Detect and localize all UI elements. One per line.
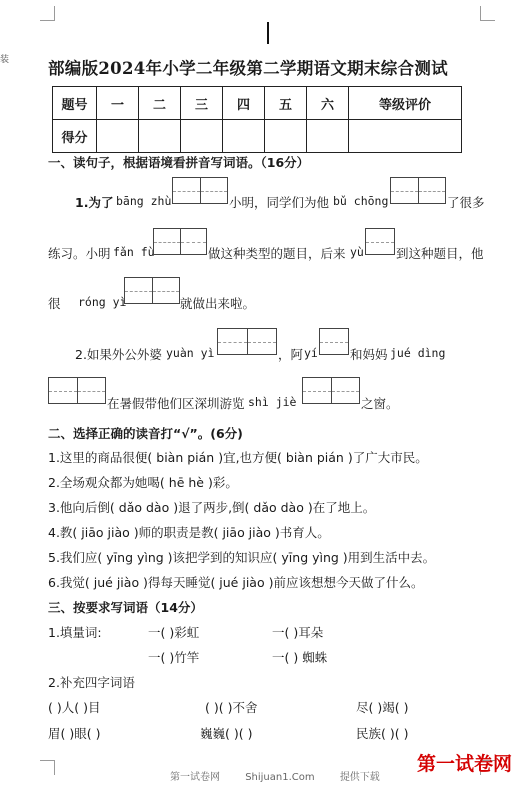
question-item: 1.这里的商品很便( biàn pián )宜,也方便( biàn pián )了广大市民。 xyxy=(48,450,428,465)
writing-grid[interactable] xyxy=(153,228,207,255)
fill-blank-item[interactable]: 一( )耳朵 xyxy=(272,625,324,640)
section-1-heading: 一、读句子，根据语境看拼音写词语。（16分） xyxy=(48,155,310,170)
fill-blank-item[interactable]: 民族( )( ) xyxy=(356,726,409,741)
table-cell: 六 xyxy=(307,87,349,120)
crop-mark xyxy=(40,760,55,775)
score-input-cell[interactable] xyxy=(97,120,139,153)
sentence-text: 到这种题目，他 xyxy=(396,246,484,261)
table-cell: 一 xyxy=(97,87,139,120)
sentence-text: 很 xyxy=(48,296,61,311)
sentence-text: 和妈妈 xyxy=(350,347,388,362)
pinyin: róng yì xyxy=(78,295,127,309)
fill-blank-item[interactable]: 尽( )竭( ) xyxy=(356,700,409,715)
table-cell: 四 xyxy=(223,87,265,120)
writing-grid[interactable] xyxy=(172,177,228,204)
question-item: 6.我觉( jué jiào )得每天睡觉( jué jiào )前应该想想今天做了什么。 xyxy=(48,575,424,590)
pinyin: bāng zhù xyxy=(116,194,172,208)
fill-blank-item[interactable]: 眉( )眼( ) xyxy=(48,726,101,741)
top-vertical-rule xyxy=(267,22,269,44)
site-watermark: 第一试卷网 xyxy=(416,753,512,775)
crop-mark xyxy=(480,6,495,21)
score-table xyxy=(52,86,462,153)
section-2-heading: 二、选择正确的读音打“√”。(6分) xyxy=(48,426,243,441)
writing-grid[interactable] xyxy=(302,377,360,404)
binding-mark: 装 xyxy=(0,55,10,65)
score-input-cell[interactable] xyxy=(349,120,462,153)
score-table-score-row xyxy=(53,120,462,153)
sentence-text: 1.为了 xyxy=(75,195,114,210)
pinyin: yuàn yì xyxy=(166,346,215,360)
footer-text: Shijuan1.Com xyxy=(245,772,315,783)
section-3-heading: 三、按要求写词语（14分） xyxy=(48,600,203,615)
table-cell: 得分 xyxy=(53,120,97,153)
fill-blank-item[interactable]: 巍巍( )( ) xyxy=(200,726,253,741)
sentence-text: 练习。小明 xyxy=(48,246,111,261)
fill-blank-item[interactable]: 一( )彩虹 xyxy=(148,625,200,640)
footer-text: 提供下载 xyxy=(339,772,380,783)
sentence-text: 就做出来啦。 xyxy=(180,296,256,311)
question-item: 2.全场观众都为她喝( hē hè )彩。 xyxy=(48,475,238,490)
table-cell: 二 xyxy=(139,87,181,120)
page-footer xyxy=(170,768,402,783)
pinyin: jué dìng xyxy=(390,346,446,360)
pinyin: yù xyxy=(350,245,364,259)
page-title: 部编版2024年小学二年级第二学期语文期末综合测试 xyxy=(48,59,448,78)
writing-grid[interactable] xyxy=(365,228,395,255)
writing-grid[interactable] xyxy=(319,328,349,355)
question-label: 1.填量词: xyxy=(48,625,102,640)
fill-blank-item[interactable]: 一( )竹竿 xyxy=(148,650,200,665)
table-cell: 五 xyxy=(265,87,307,120)
sentence-text: 小明，同学们为他 xyxy=(229,195,330,210)
pinyin: shì jiè xyxy=(248,395,297,409)
table-cell: 题号 xyxy=(53,87,97,120)
question-item: 3.他向后倒( dǎo dào )退了两步,倒( dǎo dào )在了地上。 xyxy=(48,500,376,515)
fill-blank-item[interactable]: ( )人( )目 xyxy=(48,700,101,715)
score-table-header-row xyxy=(53,87,462,120)
pinyin: fǎn fù xyxy=(113,245,155,259)
crop-mark xyxy=(40,6,55,21)
question-item: 5.我们应( yīng yìng )该把学到的知识应( yīng yìng )用到生活中去。 xyxy=(48,550,436,565)
sentence-text: 做这种类型的题目，后来 xyxy=(208,246,346,261)
pinyin: yí xyxy=(304,346,318,360)
writing-grid[interactable] xyxy=(390,177,446,204)
score-input-cell[interactable] xyxy=(265,120,307,153)
writing-grid[interactable] xyxy=(48,377,106,404)
sentence-text: 2.如果外公外婆 xyxy=(75,347,162,362)
score-input-cell[interactable] xyxy=(181,120,223,153)
writing-grid[interactable] xyxy=(217,328,277,355)
score-input-cell[interactable] xyxy=(139,120,181,153)
sentence-text: 之窗。 xyxy=(361,396,399,411)
sentence-text: 在暑假带他们区深圳游览 xyxy=(107,396,245,411)
pinyin: bǔ chōng xyxy=(333,194,389,208)
score-input-cell[interactable] xyxy=(223,120,265,153)
table-cell: 等级评价 xyxy=(349,87,462,120)
question-item: 4.教( jiāo jiào )师的职责是教( jiāo jiào )书育人。 xyxy=(48,525,330,540)
sentence-text: 了很多 xyxy=(447,195,485,210)
table-cell: 三 xyxy=(181,87,223,120)
question-label: 2.补充四字词语 xyxy=(48,675,135,690)
fill-blank-item[interactable]: ( )( )不舍 xyxy=(205,700,258,715)
writing-grid[interactable] xyxy=(124,277,180,304)
fill-blank-item[interactable]: 一( ) 蜘蛛 xyxy=(272,650,328,665)
sentence-text: ，阿 xyxy=(278,347,304,362)
score-input-cell[interactable] xyxy=(307,120,349,153)
footer-text: 第一试卷网 xyxy=(170,772,220,783)
